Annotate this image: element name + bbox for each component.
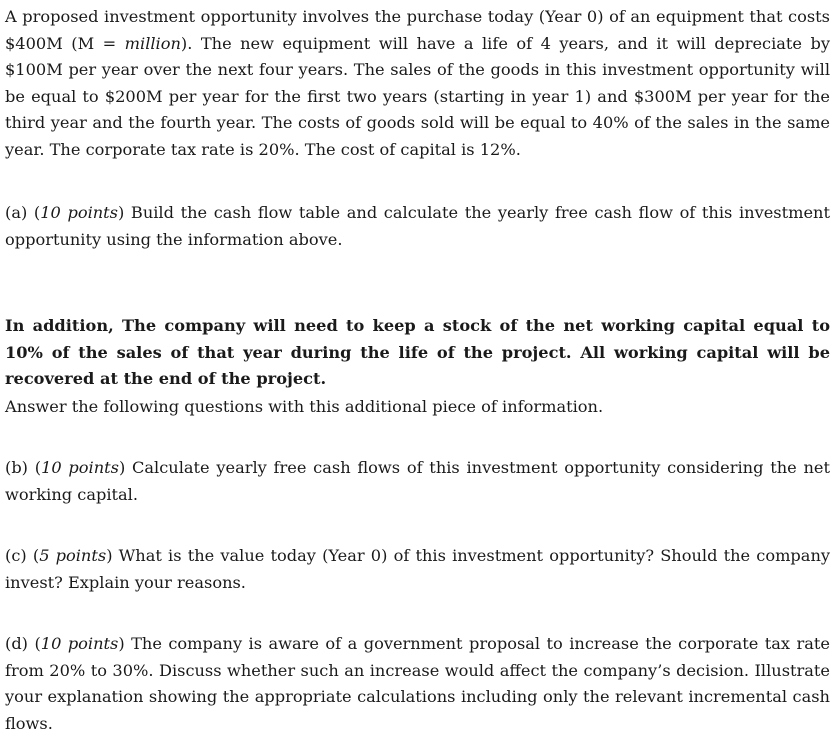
question-b [5,455,830,508]
question-c-label: (c) ( [5,546,40,565]
question-b-label: (b) ( [5,458,42,477]
question-c-points: 5 points [39,546,107,565]
question-a [5,200,830,253]
intro-paragraph [5,4,830,163]
answer-note [5,394,830,421]
question-a-text: ) Build the cash flow table and calculate the yearly free cash flow of this investment opportunity using the information above. [5,203,830,249]
nwc-note [5,313,830,393]
intro-text-1: A proposed investment opportunity involves the purchase today (Year 0) of an equipment that costs $400M (M = [5,7,830,53]
nwc-note-text: In addition, The company will need to keep a stock of the net working capital equal to 10% of the sales of that year during the life of the project. All working capital will be recovered at the end of the project. [5,316,830,388]
question-d-points: 10 points [40,634,119,653]
question-a-points: 10 points [40,203,118,222]
intro-million: million [124,33,181,53]
question-c-text: ) What is the value today (Year 0) of this investment opportunity? Should the company invest? Explain your reasons. [5,546,831,592]
question-c [5,543,830,596]
question-d-text: ) The company is aware of a government proposal to increase the corporate tax rate from 20% to 30%. Discuss whether such an increase would affect the company’s decision. Illustrate your explanation showing the appropriate calculations including only the relevant incremental cash flows. [5,634,830,733]
question-b-text: ) Calculate yearly free cash flows of this investment opportunity considering the net working capital. [5,458,830,504]
intro-text-2: ). The new equipment will have a life of 4 years, and it will depreciate by $100M per year over the next four years. The sales of the goods in this investment opportunity will be equal to $200M per year for the first two years (starting in year 1) and $300M per year for the third year and the fourth year. The costs of goods sold will be equal to 40% of the sales in the same year. The corporate tax rate is 20%. The cost of capital is 12%. [5,33,830,159]
question-a-label: (a) ( [5,203,41,222]
question-d-label: (d) ( [5,634,41,653]
question-b-points: 10 points [41,458,119,477]
question-d [5,631,830,737]
answer-note-text: Answer the following questions with this additional piece of information. [5,397,604,416]
